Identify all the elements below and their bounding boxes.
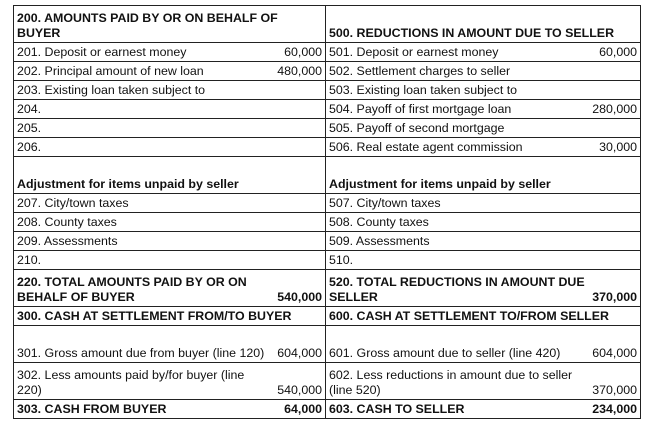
seller-line-amount: 60,000 bbox=[589, 43, 641, 62]
table-row bbox=[14, 43, 641, 62]
buyer-line-label: 206. bbox=[14, 138, 326, 157]
cash-result-row bbox=[14, 400, 641, 419]
seller-cash-amount: 604,000 bbox=[589, 326, 641, 363]
buyer-total-label: 220. TOTAL AMOUNTS PAID BY OR ON BEHALF OF BUYER bbox=[14, 270, 270, 307]
buyer-line-label: 201. Deposit or earnest money bbox=[14, 43, 270, 62]
seller-line-label: 501. Deposit or earnest money bbox=[326, 43, 589, 62]
table-row bbox=[14, 100, 641, 119]
seller-line-label: 502. Settlement charges to seller bbox=[326, 62, 641, 81]
table-row bbox=[14, 119, 641, 138]
seller-line-label: 506. Real estate agent commission bbox=[326, 138, 589, 157]
buyer-section-header: 200. AMOUNTS PAID BY OR ON BEHALF OF BUYER bbox=[14, 6, 326, 43]
seller-line-amount: 30,000 bbox=[589, 138, 641, 157]
seller-cash-amount: 370,000 bbox=[589, 363, 641, 400]
table-row bbox=[14, 81, 641, 100]
buyer-adjustment-label: 207. City/town taxes bbox=[14, 194, 326, 213]
seller-line-label: 504. Payoff of first mortgage loan bbox=[326, 100, 589, 119]
seller-cash-label: 602. Less reductions in amount due to seller (line 520) bbox=[326, 363, 589, 400]
buyer-line-amount: 60,000 bbox=[270, 43, 326, 62]
seller-adjustment-label: 508. County taxes bbox=[326, 213, 641, 232]
buyer-line-label: 204. bbox=[14, 100, 326, 119]
seller-cash-label: 601. Gross amount due to seller (line 420) bbox=[326, 326, 589, 363]
buyer-line-label: 203. Existing loan taken subject to bbox=[14, 81, 326, 100]
buyer-line-label: 202. Principal amount of new loan bbox=[14, 62, 270, 81]
buyer-adjustment-label: 210. bbox=[14, 251, 326, 270]
seller-adjustment-header-text: Adjustment for items unpaid by seller bbox=[329, 177, 551, 191]
table-row bbox=[14, 62, 641, 81]
seller-adjustment-label: 510. bbox=[326, 251, 641, 270]
buyer-cash-result-amount: 64,000 bbox=[270, 400, 326, 419]
seller-adjustment-label: 509. Assessments bbox=[326, 232, 641, 251]
adjustment-header-row bbox=[14, 157, 641, 194]
buyer-line-label: 205. bbox=[14, 119, 326, 138]
table-row bbox=[14, 326, 641, 363]
table-row bbox=[14, 138, 641, 157]
seller-section-header: 500. REDUCTIONS IN AMOUNT DUE TO SELLER bbox=[326, 6, 641, 43]
seller-cash-result-amount: 234,000 bbox=[589, 400, 641, 419]
cash-header-row bbox=[14, 307, 641, 326]
table-row bbox=[14, 363, 641, 400]
seller-line-label: 503. Existing loan taken subject to bbox=[326, 81, 641, 100]
buyer-cash-label: 302. Less amounts paid by/for buyer (line 220) bbox=[14, 363, 270, 400]
table-row bbox=[14, 194, 641, 213]
buyer-adjustment-header-text: Adjustment for items unpaid by seller bbox=[17, 177, 239, 191]
seller-line-amount: 280,000 bbox=[589, 100, 641, 119]
totals-row bbox=[14, 270, 641, 307]
seller-cash-result-label: 603. CASH TO SELLER bbox=[326, 400, 589, 419]
seller-cash-header: 600. CASH AT SETTLEMENT TO/FROM SELLER bbox=[326, 307, 641, 326]
seller-total-amount: 370,000 bbox=[589, 270, 641, 307]
seller-total-label: 520. TOTAL REDUCTIONS IN AMOUNT DUE SELLER bbox=[326, 270, 589, 307]
buyer-line-amount: 480,000 bbox=[270, 62, 326, 81]
settlement-statement-table bbox=[13, 5, 641, 419]
buyer-cash-amount: 604,000 bbox=[270, 326, 326, 363]
seller-adjustment-label: 507. City/town taxes bbox=[326, 194, 641, 213]
buyer-cash-result-label: 303. CASH FROM BUYER bbox=[14, 400, 270, 419]
table-row bbox=[14, 251, 641, 270]
table-row bbox=[14, 232, 641, 251]
seller-adjustment-header bbox=[326, 157, 641, 194]
buyer-total-amount: 540,000 bbox=[270, 270, 326, 307]
buyer-cash-header: 300. CASH AT SETTLEMENT FROM/TO BUYER bbox=[14, 307, 326, 326]
seller-line-label: 505. Payoff of second mortgage bbox=[326, 119, 641, 138]
section-header-row bbox=[14, 6, 641, 43]
buyer-cash-amount: 540,000 bbox=[270, 363, 326, 400]
buyer-adjustment-label: 209. Assessments bbox=[14, 232, 326, 251]
buyer-cash-label: 301. Gross amount due from buyer (line 120) bbox=[14, 326, 270, 363]
buyer-adjustment-label: 208. County taxes bbox=[14, 213, 326, 232]
table-row bbox=[14, 213, 641, 232]
buyer-adjustment-header bbox=[14, 157, 326, 194]
